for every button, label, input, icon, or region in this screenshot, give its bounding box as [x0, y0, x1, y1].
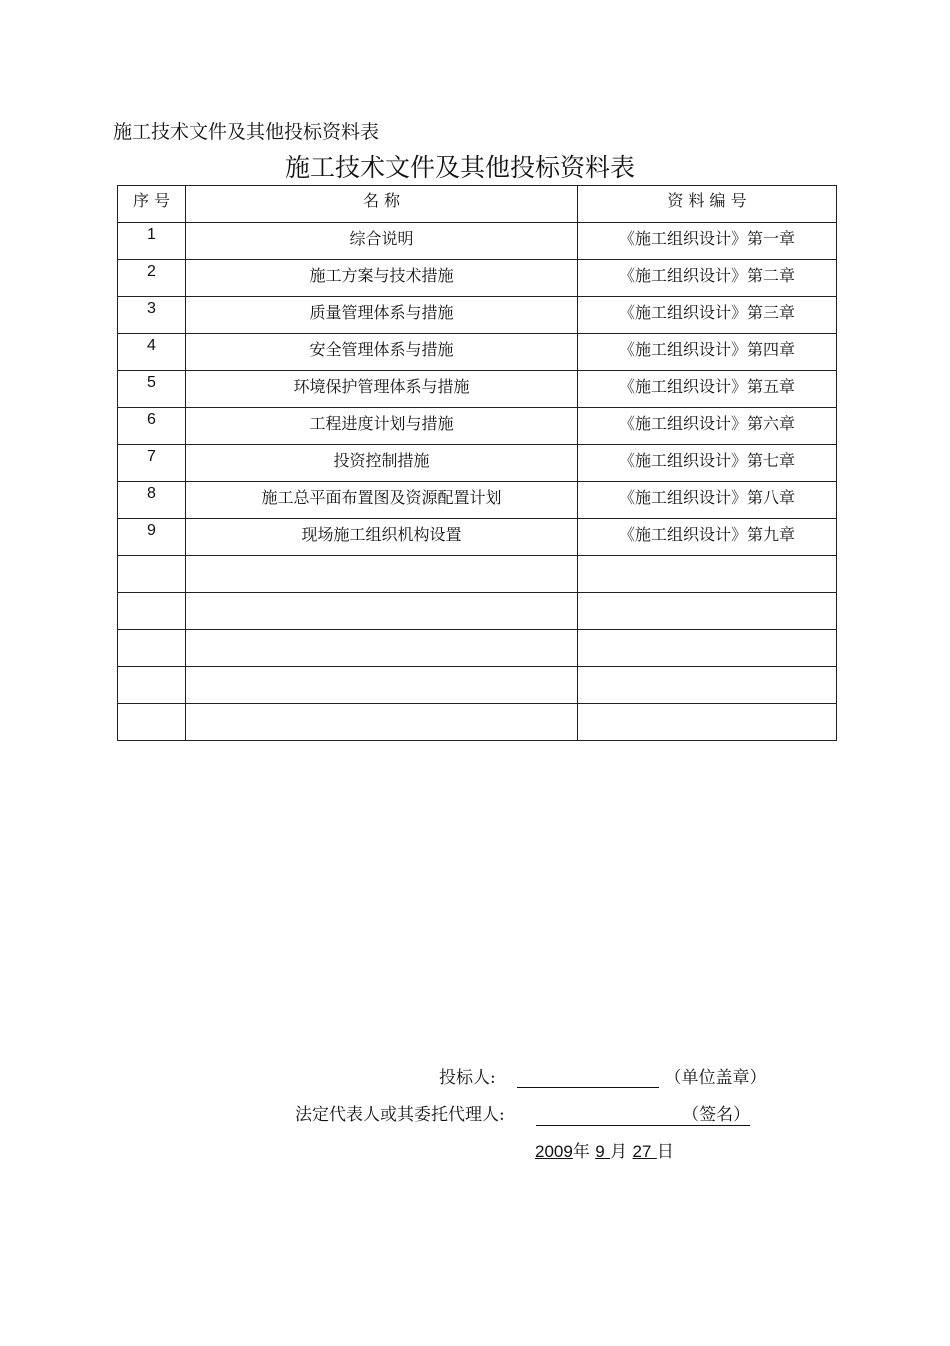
- cell-ref: [578, 593, 837, 630]
- table-row: [118, 297, 837, 334]
- cell-name: 综合说明: [186, 223, 578, 260]
- representative-label: 法定代表人或其委托代理人:: [295, 1105, 505, 1125]
- cell-no: [118, 593, 186, 630]
- document-heading: 施工技术文件及其他投标资料表: [113, 121, 380, 143]
- cell-name: 施工总平面布置图及资源配置计划: [186, 482, 578, 519]
- cell-no: 3: [118, 297, 186, 334]
- cell-name: 安全管理体系与措施: [186, 334, 578, 371]
- bidder-blank: [517, 1071, 659, 1088]
- cell-ref: 《施工组织设计》第二章: [578, 260, 837, 297]
- table-row: [118, 260, 837, 297]
- cell-name: [186, 667, 578, 704]
- cell-no: 9: [118, 519, 186, 556]
- cell-no: [118, 704, 186, 741]
- cell-ref: [578, 704, 837, 741]
- table-title: 施工技术文件及其他投标资料表: [284, 153, 635, 182]
- cell-name: [186, 630, 578, 667]
- cell-ref: [578, 556, 837, 593]
- table-row: [118, 593, 837, 630]
- cell-ref: 《施工组织设计》第四章: [578, 334, 837, 371]
- cell-no: 7: [118, 445, 186, 482]
- cell-name: 工程进度计划与措施: [186, 408, 578, 445]
- cell-ref: [578, 630, 837, 667]
- cell-no: 1: [118, 223, 186, 260]
- cell-ref: 《施工组织设计》第五章: [578, 371, 837, 408]
- representative-line: [295, 1100, 750, 1126]
- date-day-unit: 日: [656, 1142, 674, 1162]
- cell-name: 现场施工组织机构设置: [186, 519, 578, 556]
- cell-name: 投资控制措施: [186, 445, 578, 482]
- cell-name: 施工方案与技术措施: [186, 260, 578, 297]
- cell-ref: 《施工组织设计》第三章: [578, 297, 837, 334]
- cell-name: 质量管理体系与措施: [186, 297, 578, 334]
- cell-no: [118, 556, 186, 593]
- cell-no: 8: [118, 482, 186, 519]
- cell-ref: 《施工组织设计》第一章: [578, 223, 837, 260]
- cell-ref: [578, 667, 837, 704]
- cell-no: 4: [118, 334, 186, 371]
- table-row: [118, 482, 837, 519]
- table-row: [118, 334, 837, 371]
- cell-name: 环境保护管理体系与措施: [186, 371, 578, 408]
- table-row: [118, 667, 837, 704]
- column-header-no: 序 号: [118, 186, 186, 223]
- representative-blank: [536, 1109, 682, 1126]
- date-year: 2009: [535, 1142, 573, 1161]
- date-day: 27: [632, 1142, 652, 1161]
- table-row: [118, 630, 837, 667]
- cell-ref: 《施工组织设计》第六章: [578, 408, 837, 445]
- date-line: [535, 1137, 674, 1162]
- date-year-unit: 年: [572, 1142, 590, 1162]
- bidder-label: 投标人:: [439, 1068, 496, 1088]
- column-header-name: 名 称: [186, 186, 578, 223]
- table-row: [118, 371, 837, 408]
- bidder-suffix: （单位盖章）: [664, 1068, 767, 1088]
- table-row: [118, 408, 837, 445]
- table-row: [118, 223, 837, 260]
- cell-no: 6: [118, 408, 186, 445]
- cell-no: 5: [118, 371, 186, 408]
- table-row: [118, 445, 837, 482]
- table-row: [118, 519, 837, 556]
- column-header-ref: 资 料 编 号: [578, 186, 837, 223]
- cell-ref: 《施工组织设计》第九章: [578, 519, 837, 556]
- cell-name: [186, 593, 578, 630]
- representative-suffix: （签名）: [682, 1105, 751, 1125]
- table-header-row: [118, 186, 837, 223]
- date-month-unit: 月: [610, 1142, 628, 1162]
- materials-table: [117, 185, 837, 741]
- table-row: [118, 556, 837, 593]
- cell-name: [186, 556, 578, 593]
- date-month: 9: [595, 1142, 605, 1161]
- cell-no: [118, 667, 186, 704]
- cell-ref: 《施工组织设计》第八章: [578, 482, 837, 519]
- bidder-line: [439, 1063, 767, 1088]
- cell-name: [186, 704, 578, 741]
- table-row: [118, 704, 837, 741]
- cell-ref: 《施工组织设计》第七章: [578, 445, 837, 482]
- cell-no: [118, 630, 186, 667]
- cell-no: 2: [118, 260, 186, 297]
